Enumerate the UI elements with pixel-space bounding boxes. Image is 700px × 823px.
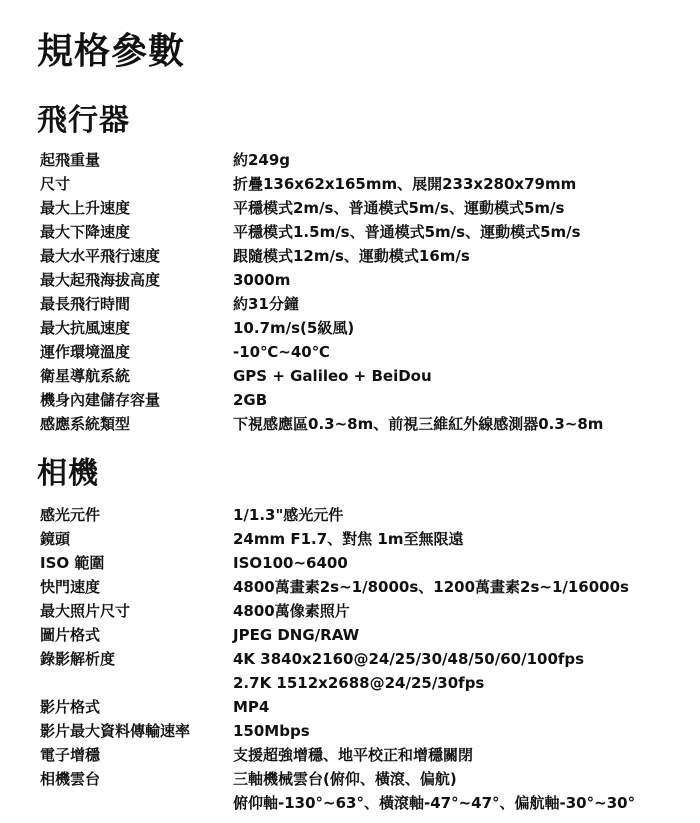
spec-value: 折疊136x62x165mm、展開233x280x79mm	[233, 175, 577, 193]
spec-value: 4K 3840x2160@24/25/30/48/50/60/100fps	[233, 650, 585, 668]
spec-label: 相機雲台	[40, 770, 101, 788]
spec-row	[0, 623, 700, 647]
spec-row	[0, 551, 700, 575]
spec-value: 平穩模式2m/s、普通模式5m/s、運動模式5m/s	[233, 199, 565, 217]
spec-label: 快門速度	[40, 578, 101, 596]
spec-row	[0, 268, 700, 292]
spec-value: 平穩模式1.5m/s、普通模式5m/s、運動模式5m/s	[233, 223, 581, 241]
spec-value: 跟隨模式12m/s、運動模式16m/s	[233, 247, 470, 265]
spec-value: 約249g	[233, 151, 291, 169]
spec-row-continuation	[0, 791, 700, 815]
spec-value: MP4	[233, 698, 270, 716]
section-title-camera: 相機	[37, 456, 99, 491]
spec-value: 10.7m/s(5級風)	[233, 319, 355, 337]
spec-row	[0, 412, 700, 436]
spec-row	[0, 503, 700, 527]
spec-row	[0, 743, 700, 767]
spec-label: 電子增穩	[40, 746, 101, 764]
spec-label: 最大水平飛行速度	[40, 247, 161, 265]
spec-label: 機身內建儲存容量	[40, 391, 161, 409]
spec-row	[0, 148, 700, 172]
spec-label: 最大照片尺寸	[40, 602, 131, 620]
spec-row	[0, 196, 700, 220]
spec-value: 下視感應區0.3~8m、前視三維紅外線感測器0.3~8m	[233, 415, 604, 433]
spec-label: 最長飛行時間	[40, 295, 131, 313]
spec-row	[0, 575, 700, 599]
spec-row	[0, 316, 700, 340]
spec-row	[0, 244, 700, 268]
spec-value: 4800萬像素照片	[233, 602, 350, 620]
spec-value: GPS + Galileo + BeiDou	[233, 367, 432, 385]
spec-value: 2.7K 1512x2688@24/25/30fps	[233, 674, 485, 692]
spec-value: 三軸機械雲台(俯仰、橫滾、偏航)	[233, 770, 457, 788]
spec-value: 支援超強增穩、地平校正和增穩關閉	[233, 746, 474, 764]
spec-label: 圖片格式	[40, 626, 101, 644]
spec-label: 鏡頭	[40, 530, 71, 548]
spec-row	[0, 767, 700, 791]
spec-value: 俯仰軸-130°~63°、橫滾軸-47°~47°、偏航軸-30°~30°	[233, 794, 636, 812]
spec-label: 尺寸	[40, 175, 71, 193]
spec-label: 衛星導航系統	[40, 367, 131, 385]
spec-value: 4800萬畫素2s~1/8000s、1200萬畫素2s~1/16000s	[233, 578, 629, 596]
spec-row	[0, 599, 700, 623]
spec-label: 運作環境溫度	[40, 343, 131, 361]
spec-row	[0, 292, 700, 316]
spec-value: -10℃~40℃	[233, 343, 330, 361]
spec-value: 2GB	[233, 391, 268, 409]
spec-row	[0, 647, 700, 671]
spec-row	[0, 364, 700, 388]
spec-row	[0, 388, 700, 412]
spec-label: 最大抗風速度	[40, 319, 131, 337]
spec-label: 感應系統類型	[40, 415, 131, 433]
spec-value: ISO100~6400	[233, 554, 348, 572]
spec-label: ISO 範圍	[40, 554, 105, 572]
spec-label: 影片格式	[40, 698, 101, 716]
spec-value: 24mm F1.7、對焦 1m至無限遠	[233, 530, 464, 548]
spec-label: 起飛重量	[40, 151, 101, 169]
spec-label: 影片最大資料傳輸速率	[40, 722, 191, 740]
spec-value: 3000m	[233, 271, 291, 289]
spec-value: 150Mbps	[233, 722, 310, 740]
spec-value: 約31分鐘	[233, 295, 299, 313]
spec-value: JPEG DNG/RAW	[233, 626, 360, 644]
spec-row	[0, 719, 700, 743]
spec-label: 最大下降速度	[40, 223, 131, 241]
spec-label: 感光元件	[40, 506, 101, 524]
spec-label: 最大上升速度	[40, 199, 131, 217]
spec-row	[0, 695, 700, 719]
spec-value: 1/1.3"感光元件	[233, 506, 344, 524]
page-title: 規格參數	[37, 31, 186, 72]
spec-label: 最大起飛海拔高度	[40, 271, 161, 289]
spec-row	[0, 340, 700, 364]
spec-row	[0, 172, 700, 196]
spec-label: 錄影解析度	[40, 650, 116, 668]
spec-row	[0, 527, 700, 551]
section-title-aircraft: 飛行器	[37, 103, 130, 138]
spec-row-continuation	[0, 671, 700, 695]
spec-row	[0, 220, 700, 244]
